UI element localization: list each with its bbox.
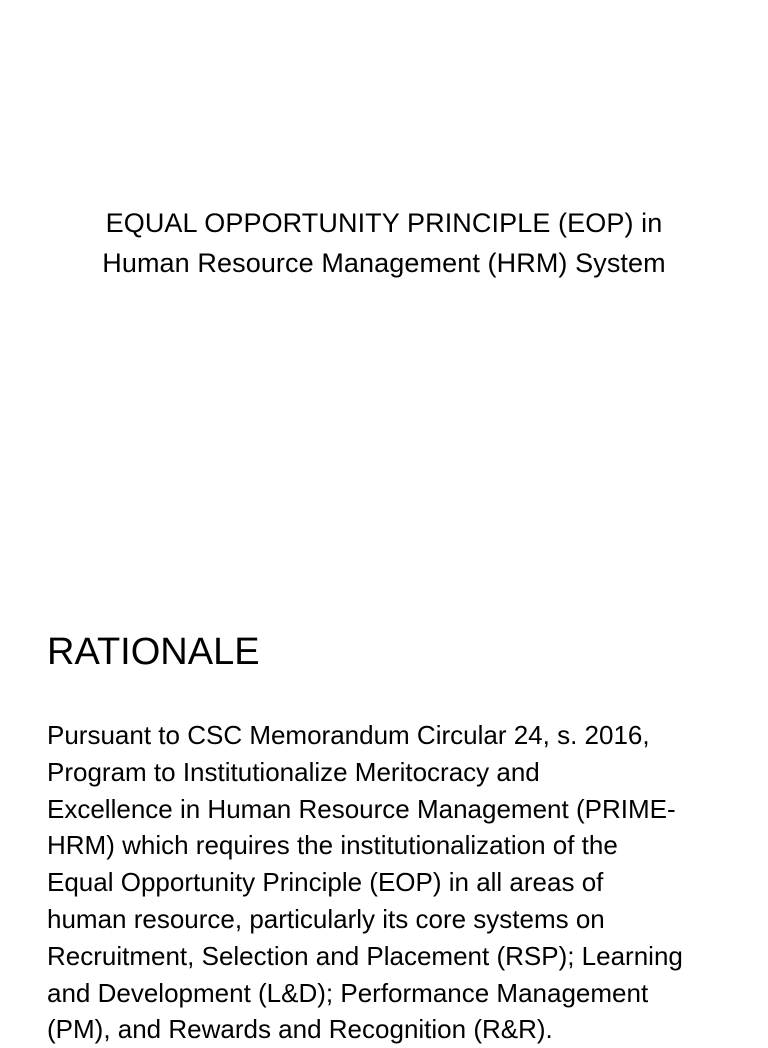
rationale-heading: RATIONALE <box>47 631 260 673</box>
slide-title-line-2: Human Resource Management (HRM) System <box>102 248 666 278</box>
rationale-body-line: Program to Institutionalize Meritocracy and <box>47 756 540 787</box>
rationale-body-line: Recruitment, Selection and Placement (RSP); Learning <box>47 940 683 971</box>
slide-title-line-1: EQUAL OPPORTUNITY PRINCIPLE (EOP) in <box>105 208 663 238</box>
slide-title <box>0 203 768 283</box>
rationale-slide <box>0 576 768 1045</box>
rationale-body-line: Excellence in Human Resource Management (PRIME- <box>47 793 676 824</box>
rationale-body <box>47 717 737 1048</box>
rationale-body-line: HRM) which requires the institutionalization of the <box>47 830 618 861</box>
rationale-body-line: Pursuant to CSC Memorandum Circular 24, s. 2016, <box>47 720 650 750</box>
rationale-body-line: and Development (L&D); Performance Management <box>47 977 649 1008</box>
rationale-body-line: human resource, particularly its core systems on <box>47 903 605 934</box>
rationale-body-line: (PM), and Rewards and Recognition (R&R). <box>47 1014 553 1045</box>
rationale-body-line: Equal Opportunity Principle (EOP) in all areas of <box>47 867 604 898</box>
